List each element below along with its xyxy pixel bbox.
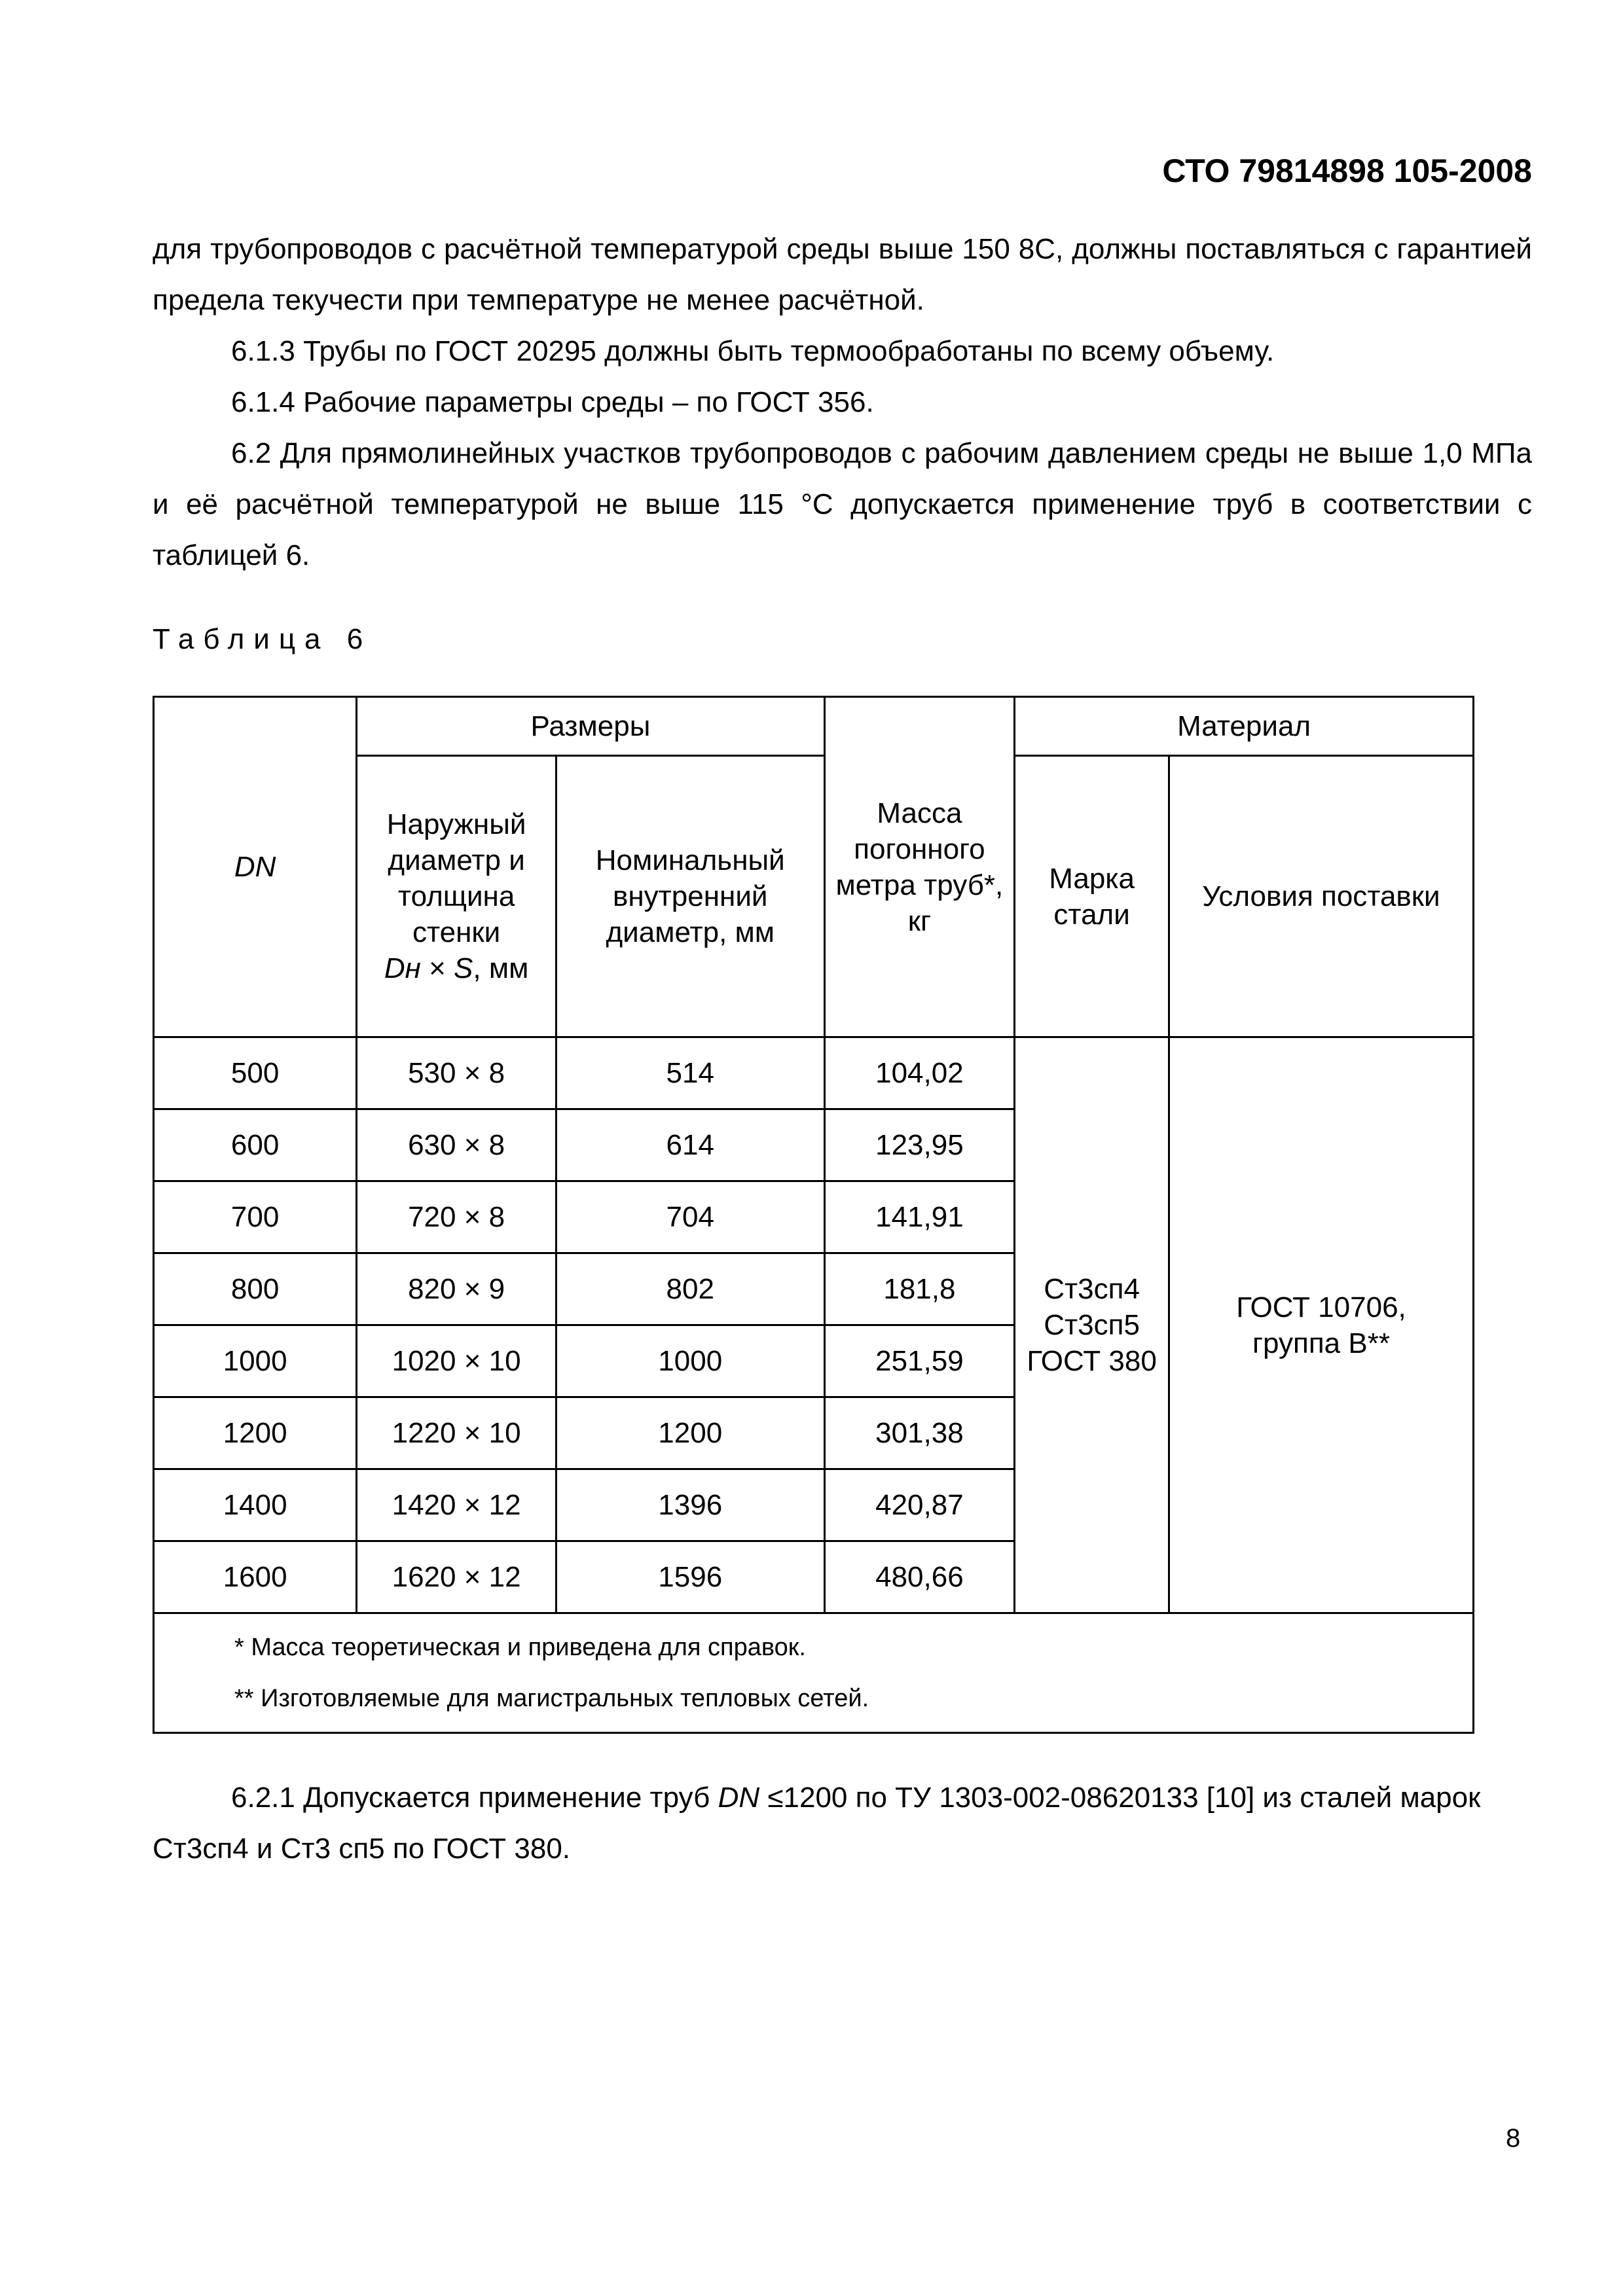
header-nominal-diameter: Номинальный внутренний диаметр, мм — [556, 756, 824, 1037]
table-note: ** Изготовляемые для магистральных тепловых сетей. — [234, 1685, 869, 1712]
paragraph-6-2-1-end: ≤1200 по ТУ 1303-002-08620133 [10] из сталей марок Ст3сп4 и Ст3 сп5 по ГОСТ 380. — [153, 1782, 1481, 1865]
cell-mass: 181,8 — [824, 1253, 1015, 1325]
outer-unit-s: S — [454, 952, 473, 984]
table-notes — [154, 1613, 1474, 1733]
cell-inner: 704 — [556, 1181, 824, 1253]
steel-line: ГОСТ 380 — [1027, 1345, 1157, 1377]
header-material: Материал — [1015, 697, 1474, 756]
cell-inner: 514 — [556, 1037, 824, 1109]
cell-inner: 1396 — [556, 1469, 824, 1541]
table-row — [154, 1037, 1474, 1109]
cell-dn: 1400 — [154, 1469, 357, 1541]
cell-size: 720 × 8 — [357, 1181, 556, 1253]
cell-dn: 1200 — [154, 1397, 357, 1469]
cell-size: 1220 × 10 — [357, 1397, 556, 1469]
paragraph-6-2: 6.2 Для прямолинейных участков трубопроводов с рабочим давлением среды не выше 1,0 МПа и её расчётной температурой не выше 115 °С допускается применение труб в соответствии с таблицей 6. — [153, 437, 1532, 571]
table-note: * Масса теоретическая и приведена для справок. — [234, 1634, 806, 1661]
cell-size: 630 × 8 — [357, 1109, 556, 1181]
paragraph-6-1-3: 6.1.3 Трубы по ГОСТ 20295 должны быть термообработаны по всему объему. — [231, 335, 1275, 367]
paragraph-6-1-2-continuation: для трубопроводов с расчётной температурой среды выше 150 8С, должны поставляться с гарантией предела текучести при температуре не менее расчётной. — [153, 233, 1532, 316]
cell-mass: 104,02 — [824, 1037, 1015, 1109]
cell-inner: 1200 — [556, 1397, 824, 1469]
cell-inner: 1000 — [556, 1325, 824, 1397]
table-caption: Таблица 6 — [153, 623, 373, 655]
cell-mass: 123,95 — [824, 1109, 1015, 1181]
paragraph-6-2-1-dn: DN — [718, 1782, 760, 1814]
cell-delivery — [1169, 1037, 1473, 1613]
cell-mass: 301,38 — [824, 1397, 1015, 1469]
delivery-line: группа В** — [1252, 1327, 1390, 1359]
cell-mass: 251,59 — [824, 1325, 1015, 1397]
paragraph-6-2-1 — [153, 1772, 1532, 1874]
paragraph-6-1-4: 6.1.4 Рабочие параметры среды – по ГОСТ 356. — [231, 386, 874, 418]
pipe-table — [153, 696, 1474, 1734]
header-steel-grade: Марка стали — [1015, 756, 1169, 1037]
cell-size: 530 × 8 — [357, 1037, 556, 1109]
cell-inner: 614 — [556, 1109, 824, 1181]
cell-dn: 700 — [154, 1181, 357, 1253]
steel-line: Ст3сп5 — [1044, 1309, 1140, 1341]
header-outer-diameter — [357, 756, 556, 1037]
cell-size: 1620 × 12 — [357, 1541, 556, 1613]
header-outer-text: Наружный диаметр и толщина стенки — [386, 808, 526, 948]
cell-mass: 420,87 — [824, 1469, 1015, 1541]
cell-mass: 480,66 — [824, 1541, 1015, 1613]
outer-unit-mm: , мм — [473, 952, 529, 984]
header-delivery: Условия поставки — [1169, 756, 1473, 1037]
cell-dn: 800 — [154, 1253, 357, 1325]
outer-unit-times: × — [429, 952, 446, 984]
header-dn: DN — [154, 697, 357, 1037]
cell-steel-grade — [1015, 1037, 1169, 1613]
cell-size: 820 × 9 — [357, 1253, 556, 1325]
delivery-line: ГОСТ 10706, — [1236, 1291, 1406, 1323]
header-sizes: Размеры — [357, 697, 824, 756]
header-outer-unit — [361, 950, 551, 986]
cell-dn: 500 — [154, 1037, 357, 1109]
page-number: 8 — [1506, 2124, 1521, 2153]
cell-size: 1420 × 12 — [357, 1469, 556, 1541]
outer-unit-dh: Dн — [384, 952, 421, 984]
cell-dn: 1000 — [154, 1325, 357, 1397]
cell-size: 1020 × 10 — [357, 1325, 556, 1397]
cell-inner: 802 — [556, 1253, 824, 1325]
header-mass: Масса погонного метра труб*, кг — [824, 697, 1015, 1037]
document-code-header: СТО 79814898 105-2008 — [1162, 152, 1532, 189]
header-row-1 — [154, 697, 1474, 756]
steel-line: Ст3сп4 — [1044, 1273, 1140, 1305]
cell-mass: 141,91 — [824, 1181, 1015, 1253]
cell-dn: 1600 — [154, 1541, 357, 1613]
table-notes-row — [154, 1613, 1474, 1733]
cell-inner: 1596 — [556, 1541, 824, 1613]
paragraph-6-2-1-start: 6.2.1 Допускается применение труб — [231, 1782, 718, 1814]
cell-dn: 600 — [154, 1109, 357, 1181]
